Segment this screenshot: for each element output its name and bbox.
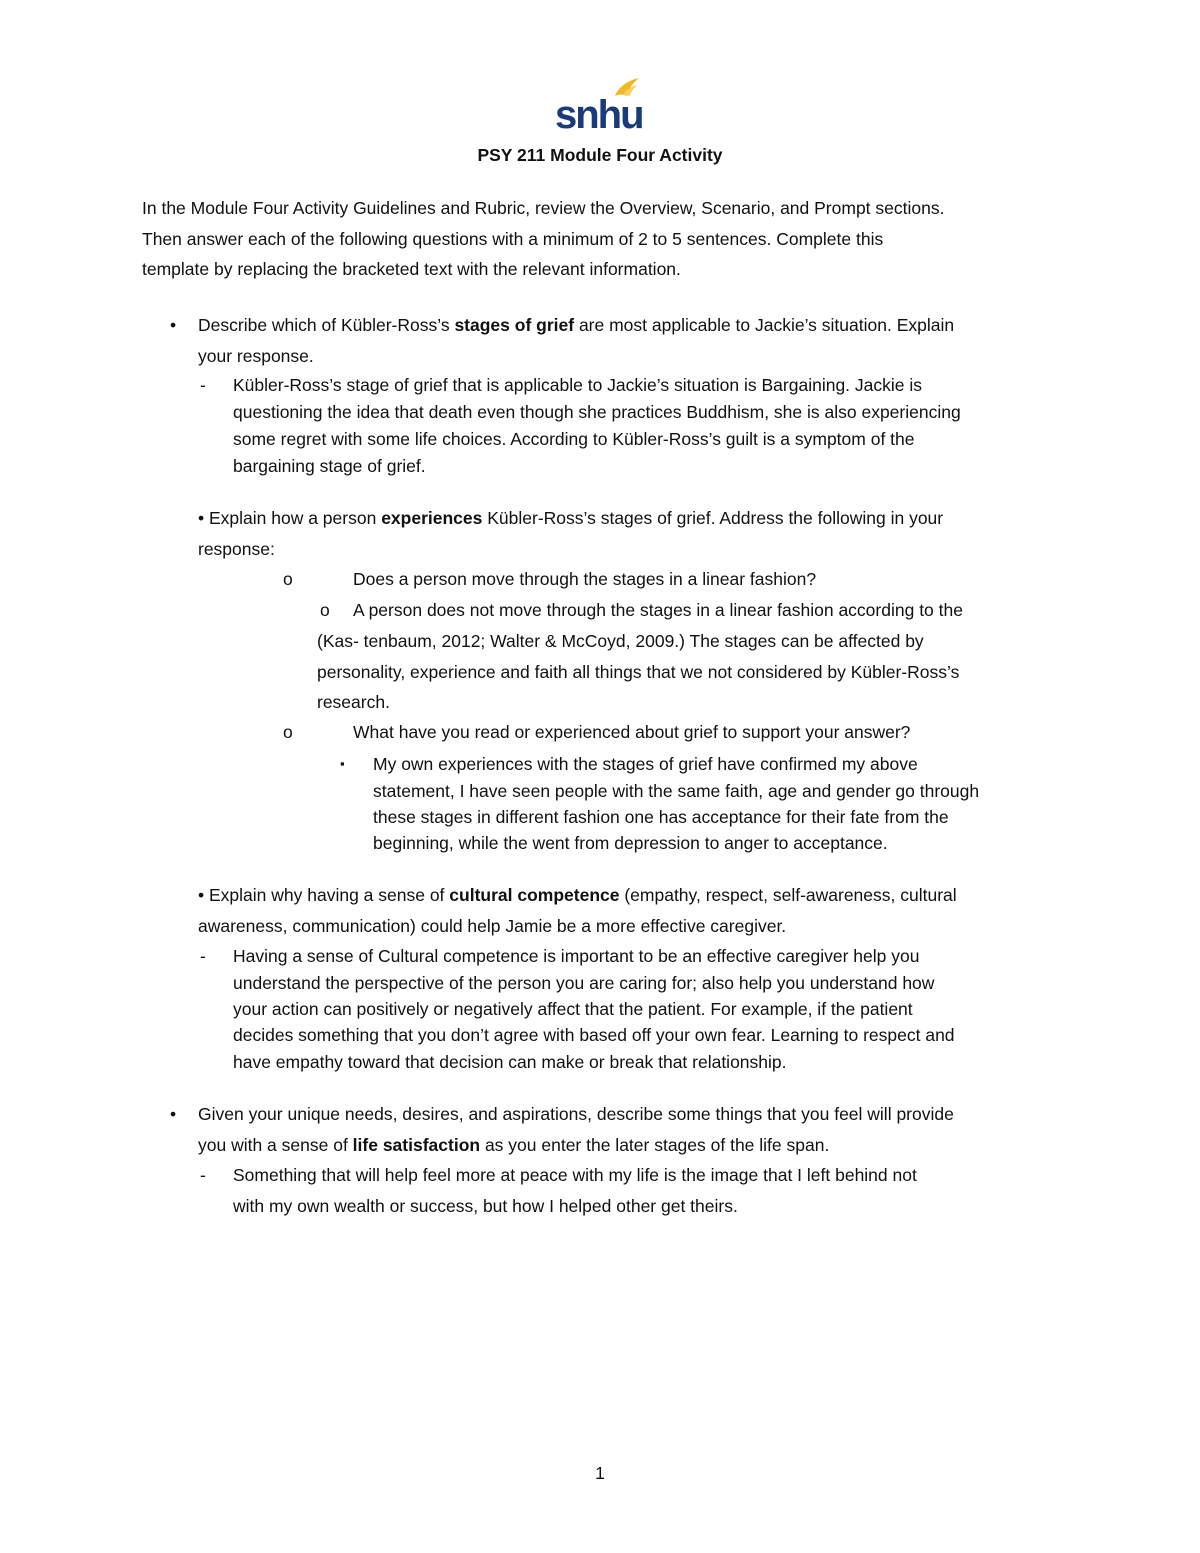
intro-line: Then answer each of the following questions with a minimum of 2 to 5 sentences. Complete this bbox=[142, 229, 884, 249]
circle-marker: o bbox=[283, 569, 293, 589]
answer-line: bargaining stage of grief. bbox=[233, 456, 426, 476]
answer-line: understand the perspective of the person you are caring for; also help you understand how bbox=[233, 973, 935, 993]
bullet-icon: • bbox=[170, 1104, 177, 1124]
bullet-icon: • bbox=[170, 315, 177, 335]
answer-line: (Kas- tenbaum, 2012; Walter & McCoyd, 2009.) The stages can be affected by bbox=[317, 631, 924, 651]
answer-line: Something that will help feel more at peace with my life is the image that I left behind not bbox=[233, 1165, 917, 1185]
answer-line: some regret with some life choices. According to Kübler-Ross’s guilt is a symptom of the bbox=[233, 429, 915, 449]
answer-line: Having a sense of Cultural competence is important to be an effective caregiver help you bbox=[233, 946, 920, 966]
dash-marker: - bbox=[200, 946, 206, 966]
circle-marker: o bbox=[283, 722, 293, 742]
question-4-continued: you with a sense of life satisfaction as you enter the later stages of the life span. bbox=[198, 1135, 830, 1155]
question-3: • Explain why having a sense of cultural competence (empathy, respect, self-awareness, cultural bbox=[198, 885, 957, 905]
answer-line: decides something that you don’t agree with based off your own fear. Learning to respect and bbox=[233, 1025, 955, 1045]
sub-question: What have you read or experienced about grief to support your answer? bbox=[353, 722, 911, 742]
answer-line: A person does not move through the stages in a linear fashion according to the bbox=[353, 600, 963, 620]
intro-line: template by replacing the bracketed text with the relevant information. bbox=[142, 259, 681, 279]
answer-line: questioning the idea that death even though she practices Buddhism, she is also experiencing bbox=[233, 402, 961, 422]
answer-line: with my own wealth or success, but how I helped other get theirs. bbox=[233, 1196, 738, 1216]
question-1-continued: your response. bbox=[198, 346, 314, 366]
answer-line: Kübler-Ross’s stage of grief that is applicable to Jackie’s situation is Bargaining. Jackie is bbox=[233, 375, 923, 395]
answer-line: research. bbox=[317, 692, 390, 712]
logo-text: snhu bbox=[555, 93, 643, 132]
question-3-continued: awareness, communication) could help Jamie be a more effective caregiver. bbox=[198, 916, 787, 936]
intro-line: In the Module Four Activity Guidelines and Rubric, review the Overview, Scenario, and Prompt sections. bbox=[142, 198, 945, 218]
snhu-logo bbox=[553, 74, 643, 132]
page-number: 1 bbox=[595, 1463, 605, 1483]
question-2: • Explain how a person experiences Kübler-Ross’s stages of grief. Address the following in your bbox=[198, 508, 944, 528]
dash-marker: - bbox=[200, 1165, 206, 1185]
answer-line: My own experiences with the stages of grief have confirmed my above bbox=[373, 754, 918, 774]
page-title: PSY 211 Module Four Activity bbox=[477, 145, 723, 165]
square-bullet-icon: ▪ bbox=[340, 756, 345, 771]
circle-marker: o bbox=[320, 600, 330, 620]
question-4: Given your unique needs, desires, and aspirations, describe some things that you feel will provide bbox=[198, 1104, 954, 1124]
answer-line: these stages in different fashion one has acceptance for their fate from the bbox=[373, 807, 949, 827]
answer-line: have empathy toward that decision can make or break that relationship. bbox=[233, 1052, 787, 1072]
question-1: Describe which of Kübler-Ross’s stages of grief are most applicable to Jackie’s situation. Explain bbox=[198, 315, 955, 335]
answer-line: personality, experience and faith all things that we not considered by Kübler-Ross’s bbox=[317, 662, 960, 682]
sub-question: Does a person move through the stages in a linear fashion? bbox=[353, 569, 817, 589]
question-2-continued: response: bbox=[198, 539, 275, 559]
dash-marker: - bbox=[200, 375, 206, 395]
answer-line: statement, I have seen people with the same faith, age and gender go through bbox=[373, 781, 980, 801]
answer-line: beginning, while the went from depression to anger to acceptance. bbox=[373, 833, 888, 853]
answer-line: your action can positively or negatively affect that the patient. For example, if the patient bbox=[233, 999, 913, 1019]
